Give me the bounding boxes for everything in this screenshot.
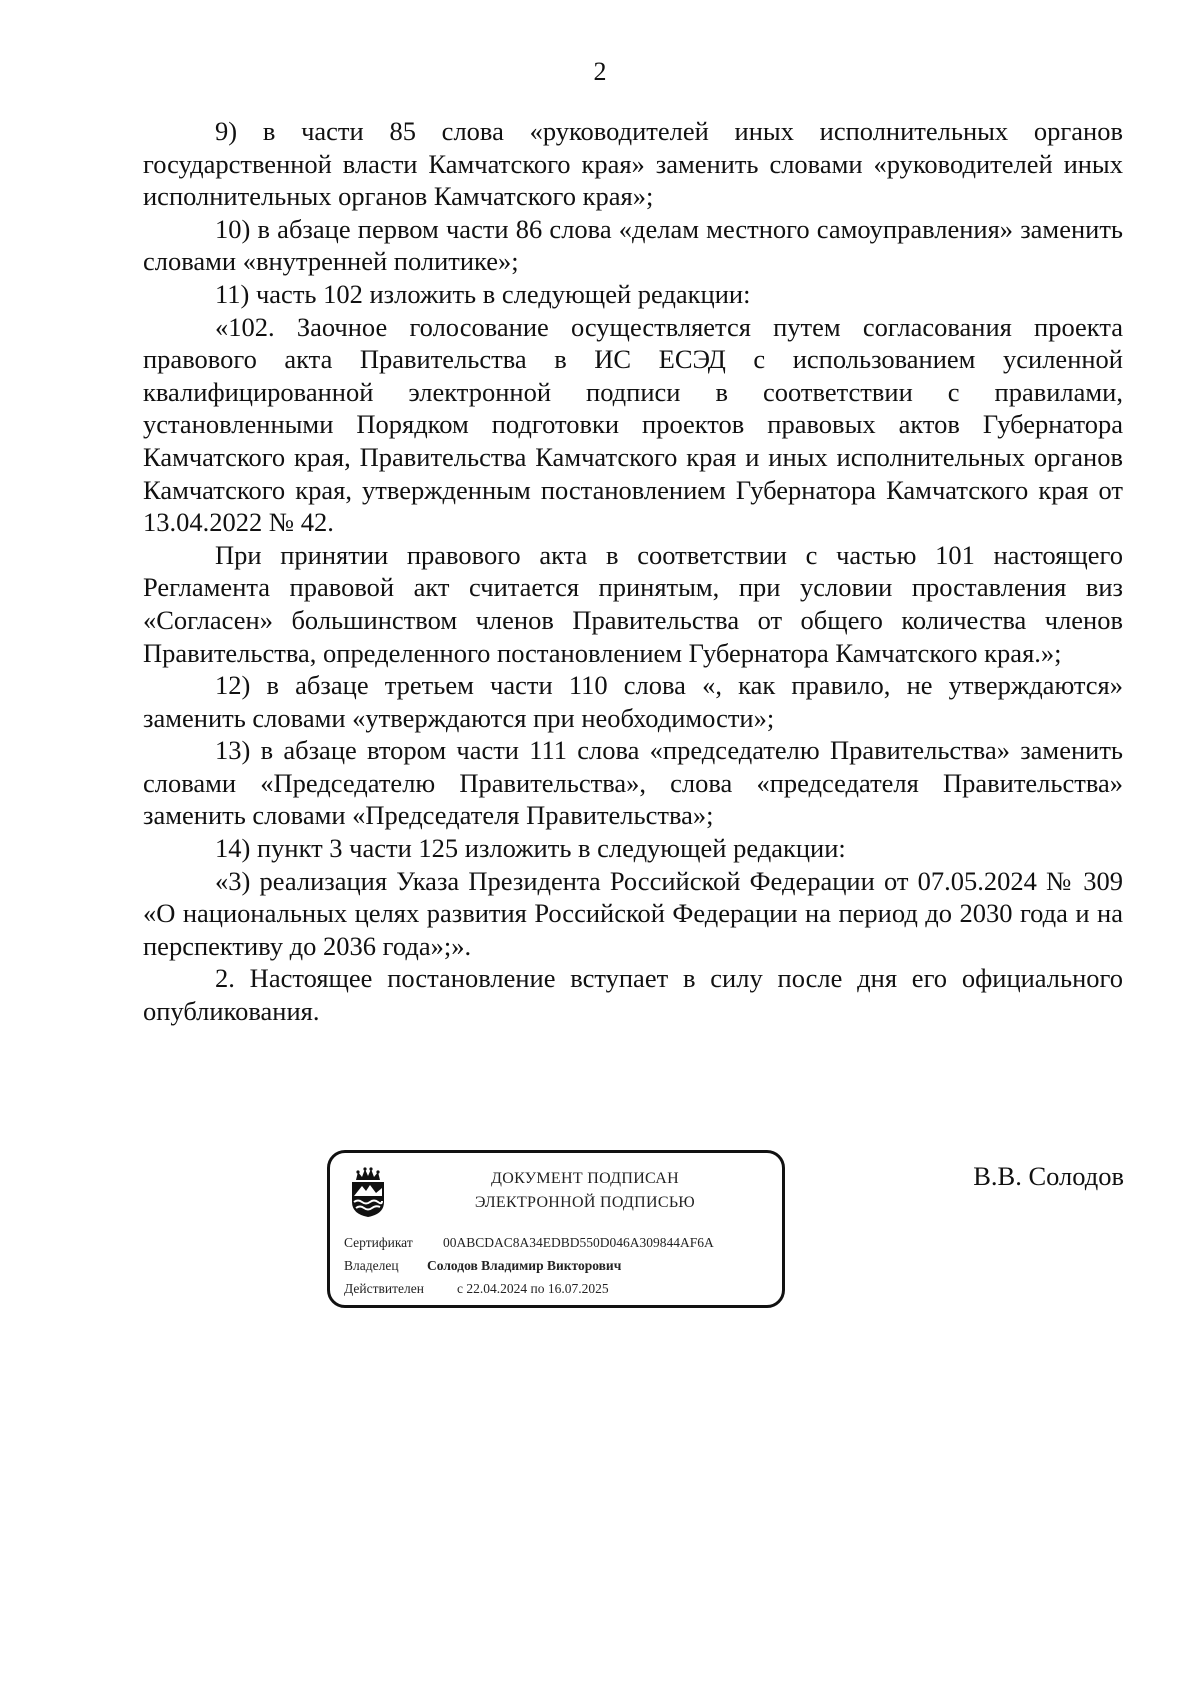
electronic-signature-stamp [327, 1150, 785, 1308]
page-number: 2 [593, 57, 607, 86]
paragraph-item-14: 14) пункт 3 части 125 изложить в следующей редакции: [215, 833, 846, 864]
paragraph-item-13: 13) в абзаце втором части 111 слова «председателю Правительства» заменить словами «Председателю Правительства», слова «председателя Правительства» заменить словами «Председателя Правительства»; [143, 735, 1123, 831]
paragraph-quote-102: «102. Заочное голосование осуществляется путем согласования проекта правового акта Правительства в ИС ЕСЭД с использованием усиленной квалифицированной электронной подписи в соответствии с правилами, установленными Порядком подготовки проектов правовых актов Губернатора Камчатского края, Правительства Камчатского края и иных исполнительных органов Камчатского края, утвержденным постановлением Губернатора Камчатского края от 13.04.2022 № 42. [143, 311, 1123, 538]
stamp-certificate-label: Сертификат [344, 1235, 413, 1250]
paragraph-item-12: 12) в абзаце третьем части 110 слова «, как правило, не утверждаются» заменить словами «утверждаются при необходимости»; [143, 670, 1123, 733]
paragraph-item-9: 9) в части 85 слова «руководителей иных исполнительных органов государственной власти Камчатского края» заменить словами «руководителей иных исполнительных органов Камчатского края»; [143, 116, 1123, 212]
stamp-title-line-1: ДОКУМЕНТ ПОДПИСАН [491, 1170, 679, 1187]
stamp-title [400, 1167, 770, 1215]
stamp-title-line-2: ЭЛЕКТРОННОЙ ПОДПИСЬЮ [474, 1194, 696, 1211]
paragraph-item-10: 10) в абзаце первом части 86 слова «делам местного самоуправления» заменить словами «внутренней политике»; [143, 213, 1123, 277]
stamp-certificate-value: 00ABCDAC8A34EDBD550D046A309844AF6A [443, 1235, 714, 1250]
stamp-owner-label: Владелец [344, 1258, 399, 1273]
paragraph-quote-102-second: При принятии правового акта в соответствии с частью 101 настоящего Регламента правовой акт считается принятым, при условии проставления виз «Согласен» большинством членов Правительства от общего количества членов Правительства, определенного постановлением Губернатора Камчатского края.»; [143, 539, 1123, 668]
paragraph-quote-3: «3) реализация Указа Президента Российской Федерации от 07.05.2024 № 309 «О национальных целях развития Российской Федерации на период до 2030 года и на перспективу до 2036 года»;». [143, 865, 1123, 961]
stamp-validity-value: с 22.04.2024 по 16.07.2025 [457, 1281, 609, 1296]
stamp-owner-row [344, 1257, 622, 1275]
kamchatka-coat-of-arms-icon [348, 1166, 388, 1218]
stamp-validity-row [344, 1280, 609, 1298]
stamp-owner-value: Солодов Владимир Викторович [427, 1258, 622, 1273]
stamp-certificate-row [344, 1234, 714, 1252]
stamp-validity-label: Действителен [344, 1281, 424, 1296]
signer-name: В.В. Солодов [973, 1161, 1124, 1191]
paragraph-effective-date: 2. Настоящее постановление вступает в силу после дня его официального опубликования. [143, 963, 1123, 1027]
document-body [143, 115, 1123, 1028]
paragraph-item-11: 11) часть 102 изложить в следующей редакции: [215, 278, 751, 309]
